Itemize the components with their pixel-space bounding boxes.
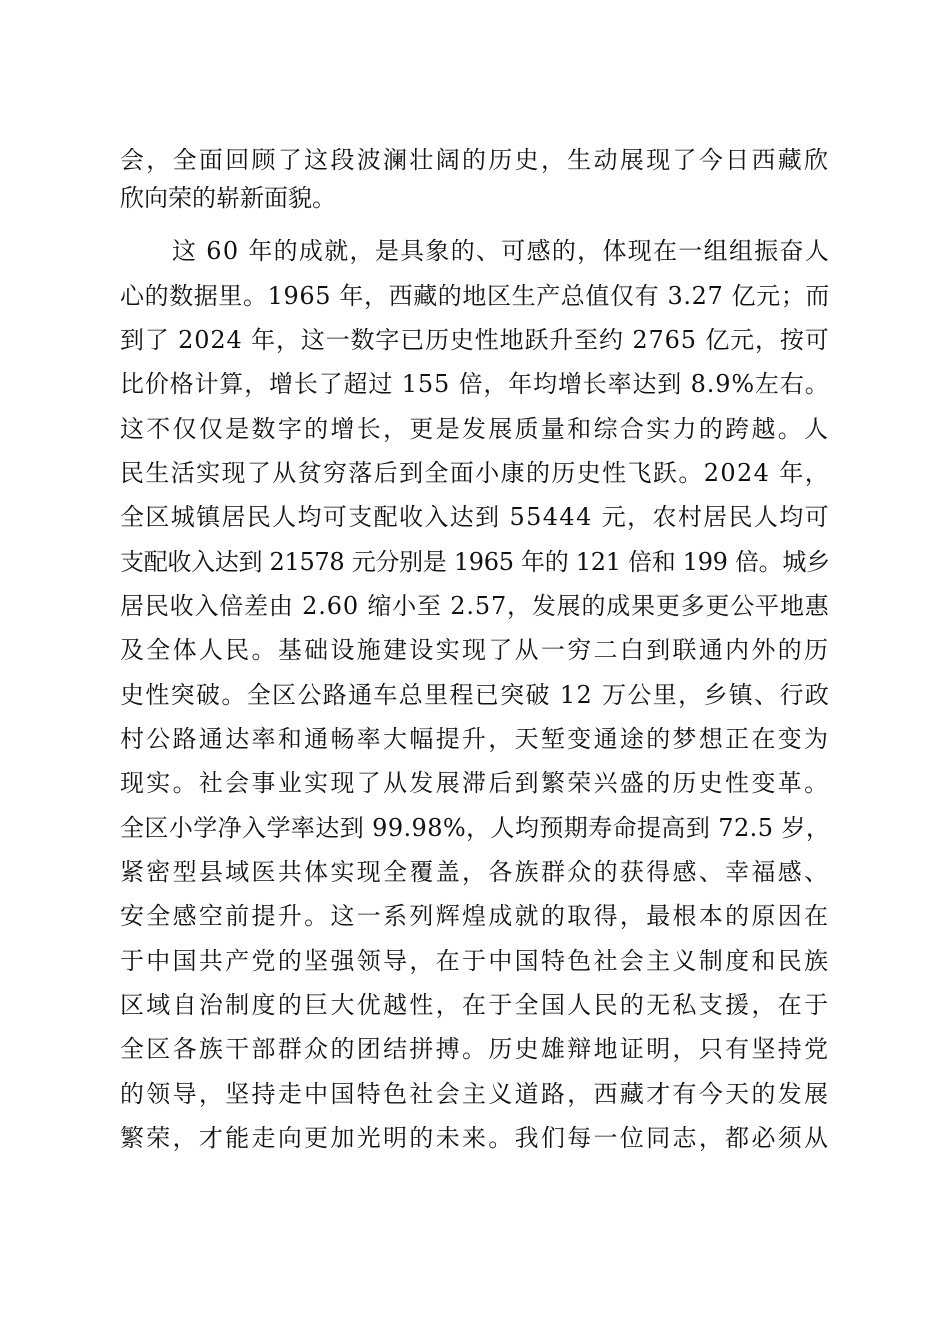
text-line: 及全体人民。基础设施建设实现了从一穷二白到联通内外的历	[120, 636, 831, 664]
paragraph-first-line: 这 60 年的成就，是具象的、可感的，体现在一组组振奋人	[172, 237, 831, 265]
text-line: 繁荣，才能走向更加光明的未来。我们每一位同志，都必须从	[120, 1124, 831, 1152]
text-line: 现实。社会事业实现了从发展滞后到繁荣兴盛的历史性变革。	[120, 769, 831, 797]
text-line: 全区各族干部群众的团结拼搏。历史雄辩地证明，只有坚持党	[120, 1035, 831, 1063]
text-line: 史性突破。全区公路通车总里程已突破 12 万公里，乡镇、行政	[120, 681, 831, 709]
text-line: 到了 2024 年，这一数字已历史性地跃升至约 2765 亿元，按可	[120, 326, 830, 354]
text-line: 安全感空前提升。这一系列辉煌成就的取得，最根本的原因在	[120, 902, 831, 930]
text-line: 民生活实现了从贫穷落后到全面小康的历史性飞跃。2024 年，	[120, 459, 831, 487]
text-line: 全区城镇居民人均可支配收入达到 55444 元，农村居民人均可	[120, 503, 831, 531]
text-line: 会，全面回顾了这段波澜壮阔的历史，生动展现了今日西藏欣	[120, 146, 831, 174]
text-line: 比价格计算，增长了超过 155 倍，年均增长率达到 8.9%左右。	[120, 370, 830, 398]
text-line: 这不仅仅是数字的增长，更是发展质量和综合实力的跨越。人	[120, 415, 831, 443]
text-line: 区域自治制度的巨大优越性，在于全国人民的无私支援，在于	[120, 991, 831, 1019]
text-line: 心的数据里。1965 年，西藏的地区生产总值仅有 3.27 亿元；而	[120, 282, 831, 310]
text-line: 于中国共产党的坚强领导，在于中国特色社会主义制度和民族	[120, 947, 831, 975]
text-line: 紧密型县域医共体实现全覆盖，各族群众的获得感、幸福感、	[120, 858, 831, 886]
text-line: 居民收入倍差由 2.60 缩小至 2.57，发展的成果更多更公平地惠	[120, 592, 830, 620]
text-line: 村公路通达率和通畅率大幅提升，天堑变通途的梦想正在变为	[120, 725, 831, 753]
text-line: 的领导，坚持走中国特色社会主义道路，西藏才有今天的发展	[120, 1080, 831, 1108]
text-line: 欣向荣的崭新面貌。	[120, 184, 336, 212]
text-line: 全区小学净入学率达到 99.98%，人均预期寿命提高到 72.5 岁，	[120, 814, 831, 842]
text-line: 支配收入达到 21578 元分别是 1965 年的 121 倍和 199 倍。城乡	[120, 548, 830, 576]
